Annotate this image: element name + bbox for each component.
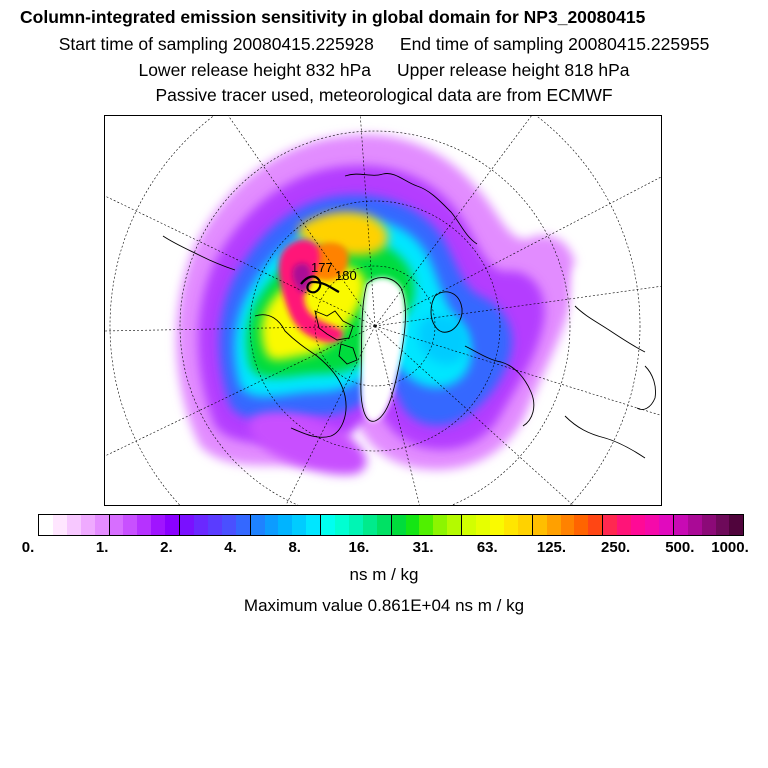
colorbar-cell: [574, 515, 588, 535]
colorbar-units: ns m / kg: [349, 565, 419, 584]
colorbar-cell: [518, 515, 533, 535]
colorbar-cell: [208, 515, 222, 535]
colorbar-cell: [433, 515, 447, 535]
lower-height-label: Lower release height 832 hPa: [138, 60, 371, 80]
colorbar-tick-label: 31.: [412, 539, 434, 556]
colorbar-cell: [306, 515, 321, 535]
colorbar-cell: [151, 515, 165, 535]
colorbar-cell: [137, 515, 151, 535]
colorbar: [38, 514, 744, 536]
colorbar-cell: [123, 515, 137, 535]
colorbar-tick-label: 8.: [288, 539, 301, 556]
colorbar-cell: [265, 515, 279, 535]
colorbar-cell: [631, 515, 645, 535]
colorbar-tick-label: 2.: [160, 539, 173, 556]
colorbar-cell: [335, 515, 349, 535]
colorbar-tick-label: 1000.: [711, 539, 749, 556]
colorbar-cell: [67, 515, 81, 535]
upper-height-label: Upper release height 818 hPa: [397, 60, 630, 80]
colorbar-tick-label: 1.: [95, 539, 109, 556]
colorbar-cell: [406, 515, 420, 535]
colorbar-cell: [180, 515, 194, 535]
tracer-info: Passive tracer used, meteorological data are from ECMWF: [155, 85, 613, 105]
colorbar-tick-label: 0.: [21, 539, 35, 556]
colorbar-tick-label: 63.: [476, 539, 498, 556]
plot-title: Column-integrated emission sensitivity in global domain for NP3_20080415: [20, 7, 646, 27]
colorbar-cell: [547, 515, 561, 535]
release-heights: [0, 59, 768, 81]
colorbar-tick-label: 4.: [224, 539, 237, 556]
colorbar-cell: [165, 515, 180, 535]
colorbar-cell: [659, 515, 674, 535]
colorbar-tick-label: 250.: [601, 539, 631, 556]
colorbar-cell: [53, 515, 67, 535]
colorbar-tick-label: 125.: [536, 539, 567, 556]
start-time-label: Start time of sampling 20080415.225928: [58, 34, 374, 54]
colorbar-cell: [236, 515, 251, 535]
colorbar-cell: [377, 515, 392, 535]
sampling-times: [0, 33, 768, 55]
colorbar-cell: [222, 515, 236, 535]
colorbar-cell: [533, 515, 547, 535]
colorbar-cell: [588, 515, 603, 535]
colorbar-cell: [292, 515, 306, 535]
end-time-label: End time of sampling 20080415.225955: [399, 34, 710, 54]
track-label-177: 177: [311, 260, 333, 275]
colorbar-cell: [462, 515, 476, 535]
colorbar-cell: [251, 515, 265, 535]
colorbar-cell: [349, 515, 363, 535]
sensitivity-field: [176, 135, 662, 506]
colorbar-cell: [603, 515, 617, 535]
colorbar-cell: [363, 515, 377, 535]
colorbar-cell: [95, 515, 110, 535]
colorbar-cell: [716, 515, 730, 535]
colorbar-cell: [278, 515, 292, 535]
colorbar-cell: [419, 515, 433, 535]
colorbar-cell: [504, 515, 518, 535]
sensitivity-map: [104, 115, 662, 506]
map-svg: [105, 116, 662, 506]
colorbar-cell: [447, 515, 462, 535]
colorbar-cell: [194, 515, 208, 535]
track-label-180: 180: [335, 268, 357, 283]
colorbar-cell: [392, 515, 406, 535]
colorbar-cell: [674, 515, 688, 535]
colorbar-cell: [490, 515, 504, 535]
colorbar-cell: [476, 515, 490, 535]
colorbar-cell: [645, 515, 659, 535]
colorbar-cell: [729, 515, 743, 535]
colorbar-tick-label: 500.: [665, 539, 695, 556]
colorbar-cell: [617, 515, 631, 535]
colorbar-cell: [561, 515, 575, 535]
colorbar-cell: [110, 515, 124, 535]
colorbar-cell: [39, 515, 53, 535]
colorbar-cell: [702, 515, 716, 535]
maximum-value-label: Maximum value 0.861E+04 ns m / kg: [243, 596, 525, 615]
colorbar-tick-label: 16.: [348, 539, 370, 556]
colorbar-cell: [81, 515, 95, 535]
colorbar-cell: [321, 515, 335, 535]
colorbar-cell: [688, 515, 702, 535]
